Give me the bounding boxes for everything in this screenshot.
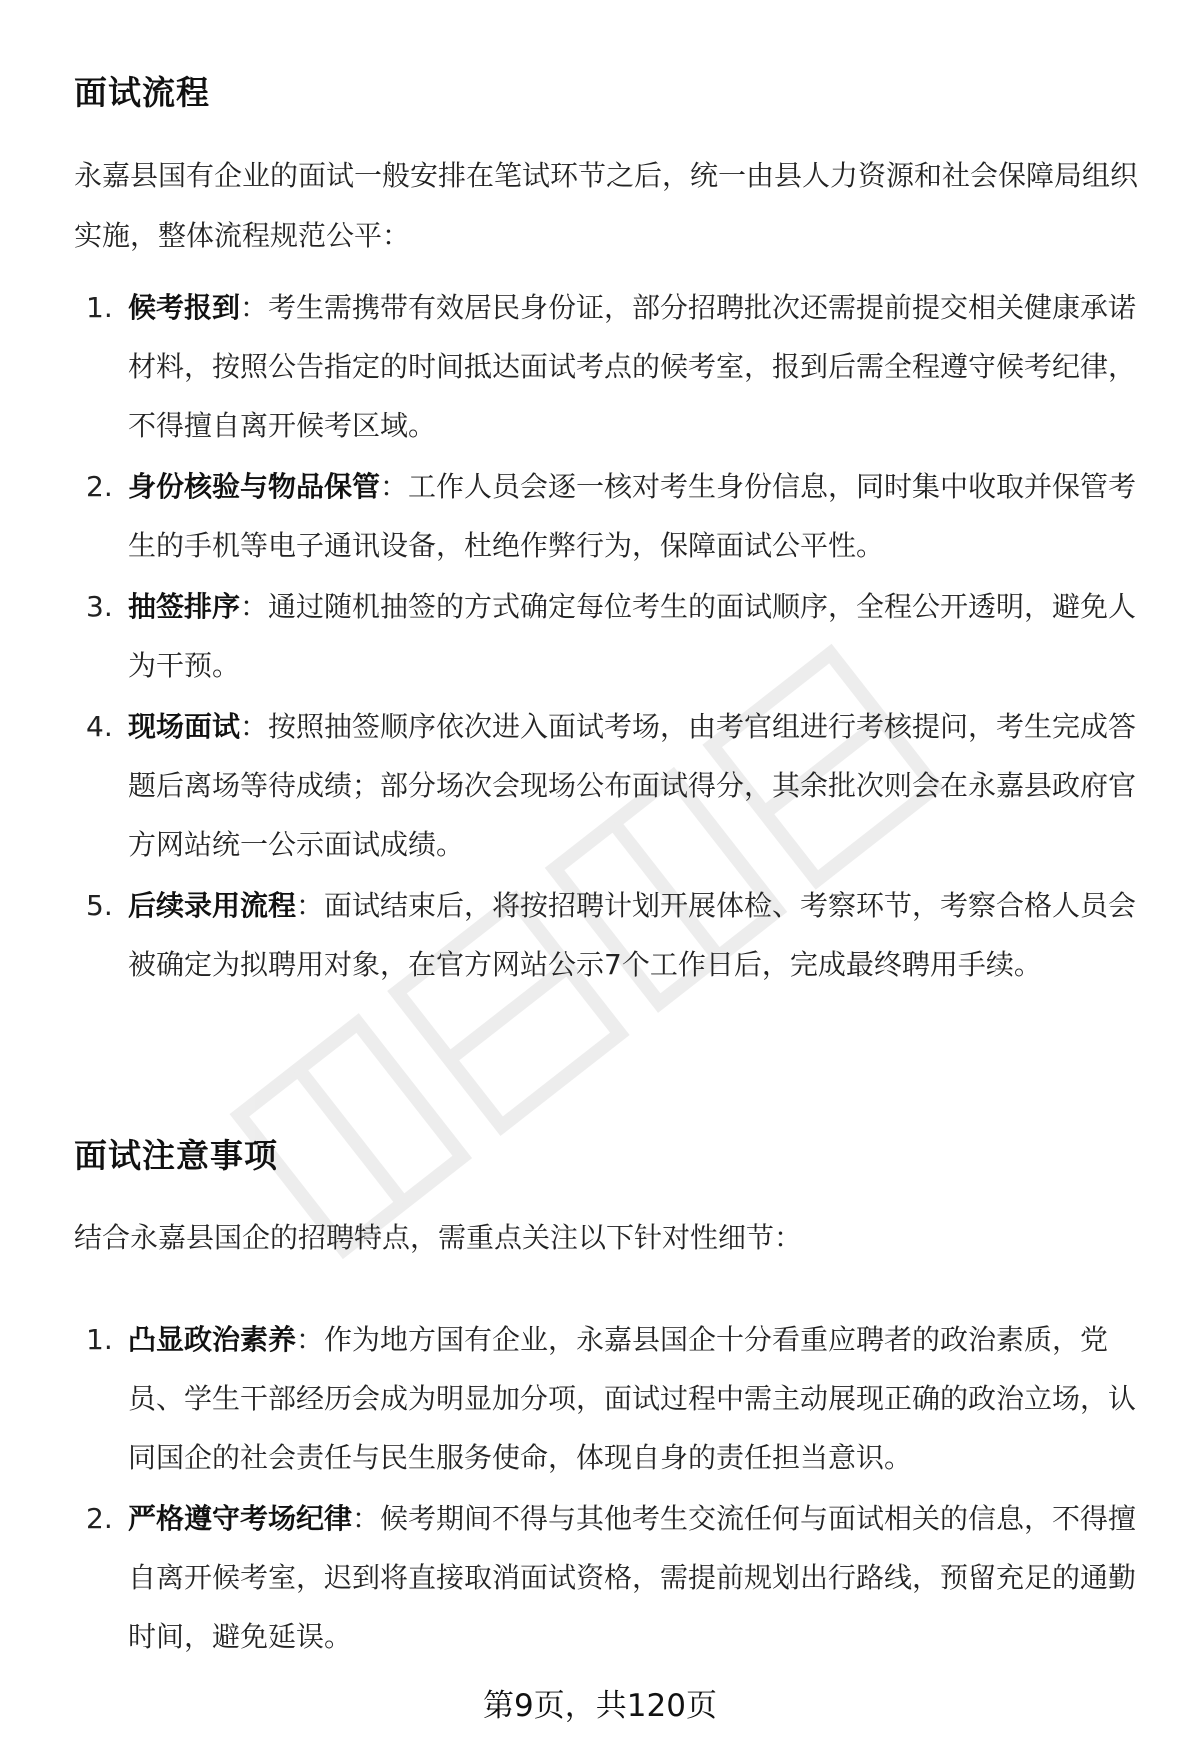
list-item	[74, 278, 1154, 455]
list-text: ：考生需携带有效居民身份证，部分招聘批次还需提前提交相关健康承诺材料，按照公告指定的时间抵达面试考点的候考室，报到后需全程遵守候考纪律，不得擅自离开候考区域。	[128, 291, 1137, 442]
list-item	[74, 876, 1154, 994]
list-item	[74, 1310, 1154, 1487]
list-number: 5.	[86, 889, 113, 922]
list-item	[74, 697, 1154, 874]
list-number: 4.	[86, 710, 113, 743]
section-title-interview-notes: 面试注意事项	[74, 1136, 278, 1175]
section-intro-interview-notes: 结合永嘉县国企的招聘特点，需重点关注以下针对性细节：	[74, 1221, 803, 1254]
list-text: ：面试结束后，将按招聘计划开展体检、考察环节，考察合格人员会被确定为拟聘用对象，在官方网站公示7个工作日后，完成最终聘用手续。	[128, 889, 1137, 981]
section-title-interview-process: 面试流程	[74, 73, 210, 112]
list-term: 严格遵守考场纪律	[128, 1502, 353, 1535]
list-number: 2.	[86, 1502, 113, 1535]
list-text: ：候考期间不得与其他考生交流任何与面试相关的信息，不得擅自离开候考室，迟到将直接取消面试资格，需提前规划出行路线，预留充足的通勤时间，避免延误。	[128, 1502, 1137, 1653]
list-item	[74, 1489, 1154, 1666]
list-number: 3.	[86, 590, 113, 623]
list-number: 1.	[86, 291, 113, 324]
list-item	[74, 577, 1154, 695]
list-term: 抽签排序	[128, 590, 241, 623]
list-number: 1.	[86, 1323, 113, 1356]
list-term: 候考报到	[128, 291, 241, 324]
list-text: ：作为地方国有企业，永嘉县国企十分看重应聘者的政治素质，党员、学生干部经历会成为明显加分项，面试过程中需主动展现正确的政治立场，认同国企的社会责任与民生服务使命，体现自身的责任担当意识。	[128, 1323, 1137, 1474]
section-intro-interview-process: 永嘉县国有企业的面试一般安排在笔试环节之后，统一由县人力资源和社会保障局组织实施，整体流程规范公平：	[74, 159, 1139, 252]
list-term: 后续录用流程	[128, 889, 297, 922]
list-text: ：工作人员会逐一核对考生身份信息，同时集中收取并保管考生的手机等电子通讯设备，杜绝作弊行为，保障面试公平性。	[128, 470, 1137, 562]
list-text: ：按照抽签顺序依次进入面试考场，由考官组进行考核提问，考生完成答题后离场等待成绩；部分场次会现场公布面试得分，其余批次则会在永嘉县政府官方网站统一公示面试成绩。	[128, 710, 1137, 861]
list-number: 2.	[86, 470, 113, 503]
process-list	[74, 278, 1154, 996]
page-number: 第9页，共120页	[483, 1688, 717, 1724]
list-term: 凸显政治素养	[128, 1323, 297, 1356]
list-term: 现场面试	[128, 710, 241, 743]
list-text: ：通过随机抽签的方式确定每位考生的面试顺序，全程公开透明，避免人为干预。	[128, 590, 1137, 682]
notes-list	[74, 1310, 1154, 1668]
list-term: 身份核验与物品保管	[128, 470, 381, 503]
list-item	[74, 457, 1154, 575]
